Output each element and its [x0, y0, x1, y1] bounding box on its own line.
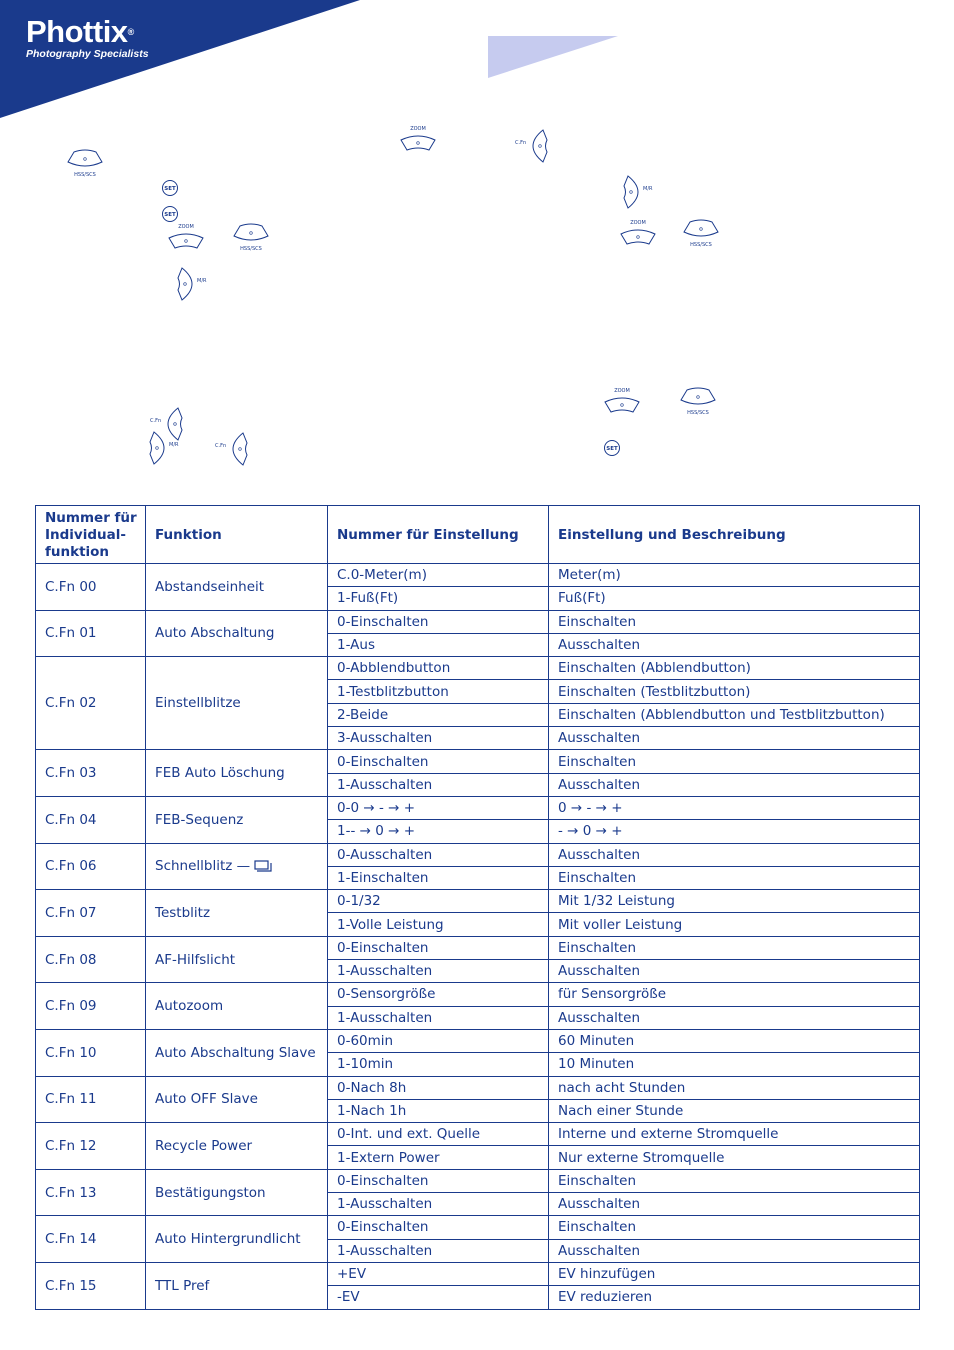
cfn-button-label: C.Fn — [215, 443, 227, 449]
function-name — [146, 983, 328, 1030]
cfn-button-icon — [513, 128, 549, 164]
setting-number: 1-Ausschalten — [328, 1006, 549, 1029]
function-label: AF-Hilfslicht — [155, 951, 236, 968]
button-diagram-set — [603, 439, 623, 457]
hss-button-icon — [66, 148, 104, 178]
hss-button-icon — [232, 222, 270, 252]
setting-description: EV reduzieren — [549, 1286, 920, 1309]
registered-mark: ® — [127, 27, 134, 37]
setting-number: 0-Einschalten — [328, 1216, 549, 1239]
zoom-button-icon — [399, 124, 437, 154]
header-setting-description: Einstellung und Beschreibung — [549, 506, 920, 564]
mr-button-label: M/R — [169, 442, 179, 448]
setting-number: 1-Ausschalten — [328, 773, 549, 796]
function-name — [146, 890, 328, 937]
setting-description: Einschalten (Abblendbutton und Testblitzbutton) — [549, 703, 920, 726]
cfn-number: C.Fn 15 — [36, 1262, 146, 1309]
multi-flash-icon — [254, 860, 272, 872]
function-label: Auto OFF Slave — [155, 1091, 258, 1108]
mr-button-label: M/R — [643, 186, 653, 192]
table-row — [36, 1076, 920, 1099]
button-diagram-mr — [622, 174, 658, 210]
table-row — [36, 610, 920, 633]
setting-number: +EV — [328, 1262, 549, 1285]
setting-number: 0-Int. und ext. Quelle — [328, 1123, 549, 1146]
setting-number: C.0-Meter(m) — [328, 564, 549, 587]
cfn-number: C.Fn 11 — [36, 1076, 146, 1123]
cfn-number: C.Fn 08 — [36, 936, 146, 983]
button-diagram-hss — [679, 386, 717, 416]
function-label: Auto Abschaltung — [155, 625, 275, 642]
setting-number: 1-Ausschalten — [328, 960, 549, 983]
setting-number: -EV — [328, 1286, 549, 1309]
setting-description: Meter(m) — [549, 564, 920, 587]
cfn-button-label: C.Fn — [150, 418, 162, 424]
cfn-number: C.Fn 13 — [36, 1169, 146, 1216]
set-button-icon — [161, 179, 181, 197]
cfn-number: C.Fn 00 — [36, 564, 146, 611]
setting-number: 0-Nach 8h — [328, 1076, 549, 1099]
hss-button-icon — [682, 218, 720, 248]
zoom-button-label: ZOOM — [630, 220, 646, 226]
function-label: Autozoom — [155, 998, 224, 1015]
brand-name: Phottix — [26, 14, 128, 49]
setting-number: 0-Sensorgröße — [328, 983, 549, 1006]
table-row — [36, 564, 920, 587]
function-label: TTL Pref — [155, 1277, 210, 1294]
setting-description: 60 Minuten — [549, 1029, 920, 1052]
set-button-label: SET — [164, 186, 176, 192]
zoom-button-icon — [603, 386, 641, 416]
setting-description: Einschalten — [549, 1216, 920, 1239]
function-name — [146, 750, 328, 797]
setting-description: Einschalten — [549, 750, 920, 773]
cfn-number: C.Fn 09 — [36, 983, 146, 1030]
function-label: FEB-Sequenz — [155, 811, 244, 828]
cfn-button-icon — [213, 431, 249, 467]
mr-button-icon — [176, 266, 212, 302]
hss-button-icon — [679, 386, 717, 416]
setting-number: 1-Aus — [328, 633, 549, 656]
button-diagram-hss — [66, 148, 104, 178]
button-diagram-set — [161, 179, 181, 197]
function-label: Auto Abschaltung Slave — [155, 1044, 316, 1061]
setting-number: 0-60min — [328, 1029, 549, 1052]
function-label: Testblitz — [155, 904, 211, 921]
setting-description: Interne und externe Stromquelle — [549, 1123, 920, 1146]
cfn-number: C.Fn 04 — [36, 796, 146, 843]
header-function: Funktion — [146, 506, 328, 564]
table-row — [36, 1029, 920, 1052]
function-name — [146, 843, 328, 890]
zoom-button-label: ZOOM — [614, 388, 630, 394]
setting-description: Ausschalten — [549, 960, 920, 983]
setting-number: 1-Fuß(Ft) — [328, 587, 549, 610]
table-row — [36, 1262, 920, 1285]
setting-description: Mit 1/32 Leistung — [549, 890, 920, 913]
setting-description: Ausschalten — [549, 1193, 920, 1216]
function-label: FEB Auto Löschung — [155, 765, 285, 782]
setting-description: nach acht Stunden — [549, 1076, 920, 1099]
setting-description: Einschalten (Abblendbutton) — [549, 657, 920, 680]
button-diagram-cfn — [213, 431, 249, 467]
table-header-row — [36, 506, 920, 564]
setting-number: 0-Einschalten — [328, 1169, 549, 1192]
setting-number: 0-Einschalten — [328, 610, 549, 633]
function-name — [146, 936, 328, 983]
cfn-number: C.Fn 02 — [36, 657, 146, 750]
set-button-label: SET — [164, 212, 176, 218]
setting-description: Einschalten — [549, 610, 920, 633]
table-row — [36, 1123, 920, 1146]
function-name — [146, 657, 328, 750]
setting-description: 10 Minuten — [549, 1053, 920, 1076]
button-diagram-hss — [682, 218, 720, 248]
setting-description: Ausschalten — [549, 843, 920, 866]
hss-button-label: HSS/SCS — [687, 410, 709, 416]
setting-number: 0-Abblendbutton — [328, 657, 549, 680]
setting-description: Ausschalten — [549, 1239, 920, 1262]
custom-function-table — [35, 505, 920, 1310]
setting-number: 1-Nach 1h — [328, 1099, 549, 1122]
function-label: Einstellblitze — [155, 695, 241, 712]
setting-description: Ausschalten — [549, 633, 920, 656]
table-row — [36, 750, 920, 773]
table-row — [36, 843, 920, 866]
setting-number: 0-Einschalten — [328, 750, 549, 773]
button-diagram-zoom — [399, 124, 437, 154]
mr-button-icon — [148, 430, 184, 466]
table-row — [36, 936, 920, 959]
function-label: Bestätigungston — [155, 1184, 266, 1201]
button-diagram-cfn — [513, 128, 549, 164]
function-label: Abstandseinheit — [155, 578, 265, 595]
function-name — [146, 610, 328, 657]
setting-description: Ausschalten — [549, 727, 920, 750]
mr-button-icon — [622, 174, 658, 210]
table-row — [36, 1216, 920, 1239]
cfn-number: C.Fn 07 — [36, 890, 146, 937]
function-name — [146, 564, 328, 611]
header-setting-number: Nummer für Einstellung — [328, 506, 549, 564]
function-label: Recycle Power — [155, 1137, 253, 1154]
setting-description: Ausschalten — [549, 773, 920, 796]
brand-tagline: Photography Specialists — [26, 48, 149, 60]
function-name — [146, 1076, 328, 1123]
setting-description: Ausschalten — [549, 1006, 920, 1029]
brand-logo — [26, 15, 149, 60]
setting-description: Nach einer Stunde — [549, 1099, 920, 1122]
cfn-number: C.Fn 01 — [36, 610, 146, 657]
setting-number: 1-10min — [328, 1053, 549, 1076]
table-row — [36, 890, 920, 913]
table-row — [36, 1169, 920, 1192]
set-button-icon — [603, 439, 623, 457]
setting-number: 2-Beide — [328, 703, 549, 726]
cfn-button-label: C.Fn — [515, 140, 527, 146]
header-cfn-number: Nummer für Individual-funktion — [36, 506, 146, 564]
function-name — [146, 1169, 328, 1216]
cfn-number: C.Fn 14 — [36, 1216, 146, 1263]
function-name — [146, 1216, 328, 1263]
setting-description: Einschalten — [549, 866, 920, 889]
set-button-icon — [161, 205, 181, 223]
setting-description: Fuß(Ft) — [549, 587, 920, 610]
cfn-number: C.Fn 12 — [36, 1123, 146, 1170]
setting-number: 3-Ausschalten — [328, 727, 549, 750]
setting-number: 1-- → 0 → + — [328, 820, 549, 843]
setting-number: 0-Ausschalten — [328, 843, 549, 866]
table-row — [36, 983, 920, 1006]
setting-description: Einschalten — [549, 936, 920, 959]
setting-description: Einschalten (Testblitzbutton) — [549, 680, 920, 703]
setting-number: 1-Volle Leistung — [328, 913, 549, 936]
table-row — [36, 796, 920, 819]
function-name — [146, 1029, 328, 1076]
cfn-number: C.Fn 03 — [36, 750, 146, 797]
function-name — [146, 1123, 328, 1170]
setting-number: 1-Ausschalten — [328, 1239, 549, 1262]
table-row — [36, 657, 920, 680]
setting-number: 0-0 → - → + — [328, 796, 549, 819]
hss-button-label: HSS/SCS — [74, 172, 96, 178]
setting-description: Mit voller Leistung — [549, 913, 920, 936]
button-diagram-zoom — [167, 222, 205, 252]
setting-number: 1-Ausschalten — [328, 1193, 549, 1216]
setting-number: 0-1/32 — [328, 890, 549, 913]
setting-description: für Sensorgröße — [549, 983, 920, 1006]
cfn-number: C.Fn 06 — [36, 843, 146, 890]
setting-number: 1-Testblitzbutton — [328, 680, 549, 703]
button-diagram-zoom — [619, 218, 657, 248]
mr-button-label: M/R — [197, 278, 207, 284]
button-diagram-mr — [176, 266, 212, 302]
button-diagram-zoom — [603, 386, 641, 416]
function-name — [146, 1262, 328, 1309]
hss-button-label: HSS/SCS — [240, 246, 262, 252]
setting-number: 1-Einschalten — [328, 866, 549, 889]
setting-description: - → 0 → + — [549, 820, 920, 843]
setting-description: Nur externe Stromquelle — [549, 1146, 920, 1169]
set-button-label: SET — [606, 446, 618, 452]
button-diagram-hss — [232, 222, 270, 252]
setting-description: Einschalten — [549, 1169, 920, 1192]
cfn-number: C.Fn 10 — [36, 1029, 146, 1076]
zoom-button-label: ZOOM — [178, 224, 194, 230]
button-diagram-set — [161, 205, 181, 223]
setting-number: 0-Einschalten — [328, 936, 549, 959]
zoom-button-icon — [167, 222, 205, 252]
setting-description: 0 → - → + — [549, 796, 920, 819]
setting-description: EV hinzufügen — [549, 1262, 920, 1285]
hss-button-label: HSS/SCS — [690, 242, 712, 248]
header-tab-shape — [488, 36, 620, 80]
function-name — [146, 796, 328, 843]
function-label: Auto Hintergrundlicht — [155, 1231, 301, 1248]
function-label: Schnellblitz — — [155, 858, 251, 875]
zoom-button-icon — [619, 218, 657, 248]
button-diagram-mr — [148, 430, 184, 466]
zoom-button-label: ZOOM — [410, 126, 426, 132]
setting-number: 1-Extern Power — [328, 1146, 549, 1169]
